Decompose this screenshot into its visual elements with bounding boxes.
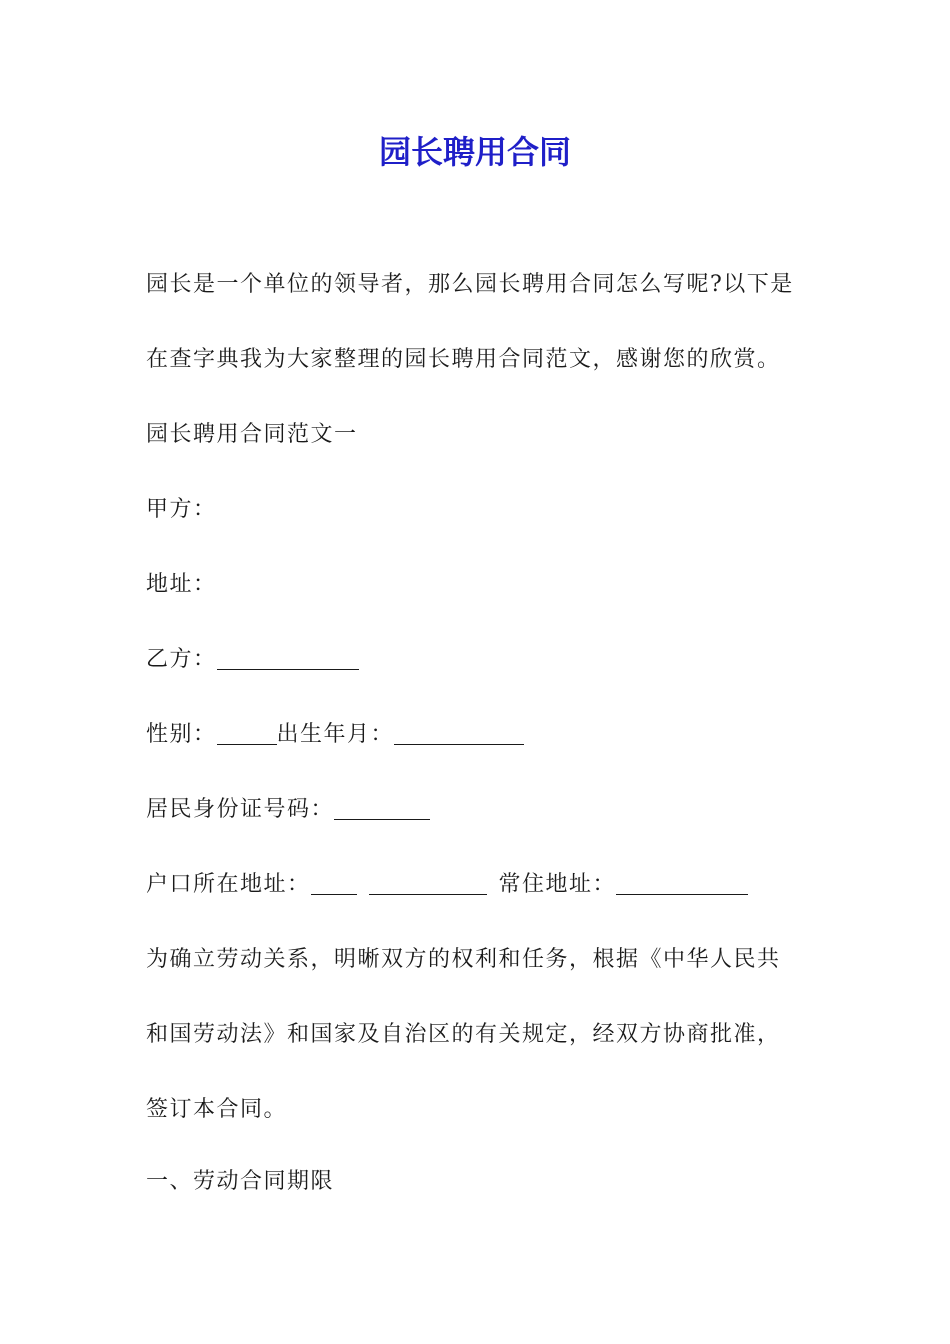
party-b-blank — [217, 647, 359, 670]
id-number-blank — [334, 797, 430, 820]
purpose-paragraph-line-3: 签订本合同。 — [146, 1097, 288, 1122]
hukou-blank-2 — [369, 872, 487, 895]
residence-blank — [616, 872, 748, 895]
hukou-residence-row — [146, 869, 826, 901]
purpose-paragraph-line-2: 和国劳动法》和国家及自治区的有关规定，经双方协商批准， — [146, 1022, 781, 1047]
gender-blank — [217, 722, 277, 745]
residence-label: 常住地址： — [498, 872, 617, 897]
party-b-label: 乙方： — [146, 647, 217, 672]
address-label: 地址： — [146, 572, 217, 597]
intro-paragraph-line-1: 园长是一个单位的领导者，那么园长聘用合同怎么写呢?以下是 — [146, 272, 794, 297]
party-b-row — [146, 644, 826, 676]
id-number-label: 居民身份证号码： — [146, 797, 335, 822]
intro-paragraph-line-2: 在查字典我为大家整理的园长聘用合同范文，感谢您的欣赏。 — [146, 347, 781, 372]
hukou-blank-1 — [311, 872, 357, 895]
gender-label: 性别： — [146, 722, 217, 747]
birth-label: 出生年月： — [276, 722, 395, 747]
clause-1-heading: 一、劳动合同期限 — [146, 1169, 335, 1194]
purpose-paragraph-line-1: 为确立劳动关系，明晰双方的权利和任务，根据《中华人民共 — [146, 947, 781, 972]
id-number-row — [146, 794, 826, 826]
hukou-label: 户口所在地址： — [146, 872, 311, 897]
gender-birth-row — [146, 719, 826, 751]
birth-blank — [394, 722, 524, 745]
party-a-label: 甲方： — [146, 497, 217, 522]
document-title: 园长聘用合同 — [378, 133, 571, 171]
section-heading: 园长聘用合同范文一 — [146, 422, 358, 447]
